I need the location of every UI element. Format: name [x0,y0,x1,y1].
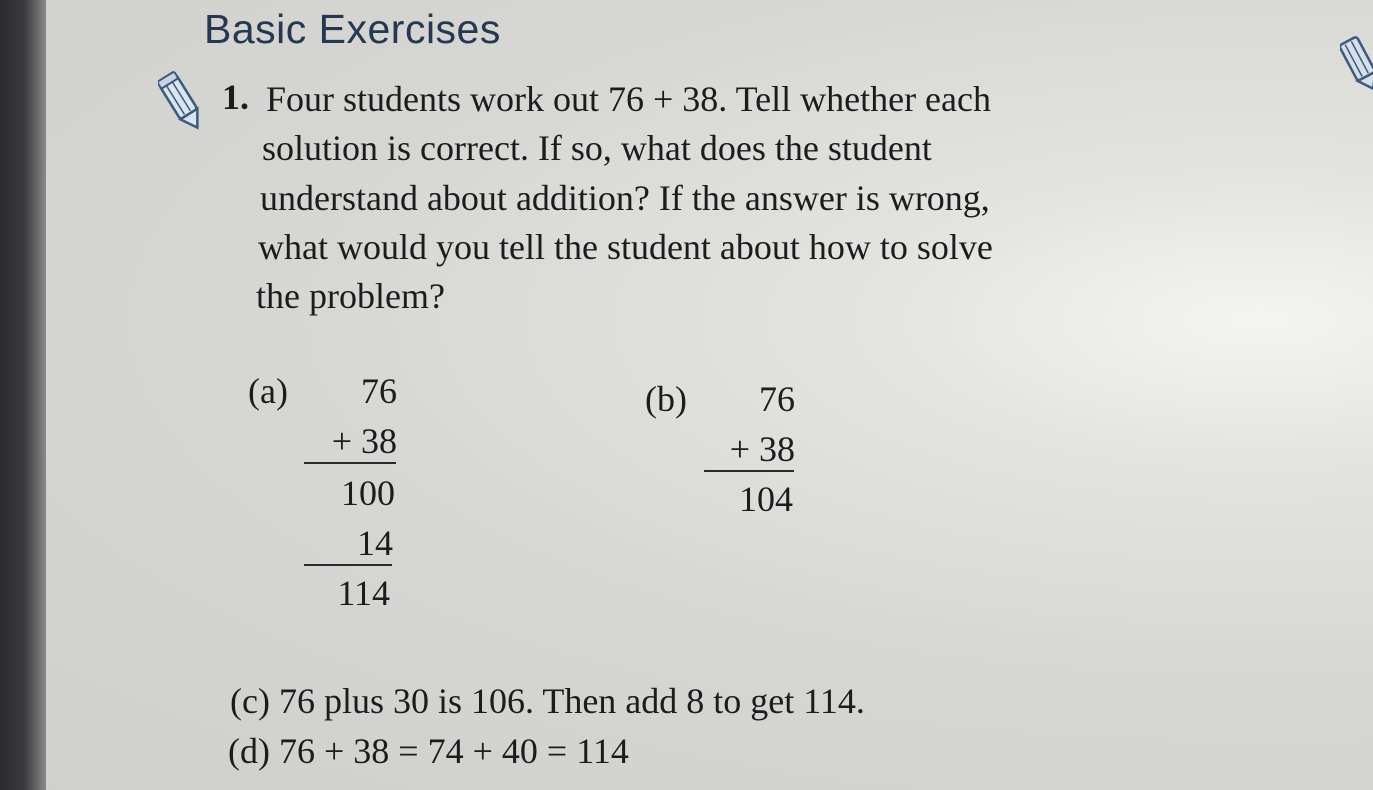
question-number: 1. [222,77,249,117]
part-c-text: (c) 76 plus 30 is 106. Then add 8 to get 114. [230,681,865,721]
binding-shadow [0,0,46,790]
part-b-label: (b) [645,379,687,419]
part-a-partial1: 100 [341,473,395,513]
part-a-result: 114 [337,573,390,613]
part-a-sum-line [304,462,396,464]
question-line: the problem? [256,276,445,316]
pencil-icon [158,70,206,141]
question-line: understand about addition? If the answer is wrong, [260,178,990,218]
part-d-text: (d) 76 + 38 = 74 + 40 = 114 [228,731,629,771]
pencil-icon [1340,34,1373,101]
part-b-sum-line [704,470,794,472]
part-a-total-line [304,564,392,566]
part-b-result: 104 [739,479,793,519]
part-a-addend2: + 38 [331,421,397,461]
question-line: Four students work out 76 + 38. Tell whether each [266,79,991,119]
part-a-label: (a) [248,371,288,411]
part-a-partial2: 14 [357,523,393,563]
question-line: solution is correct. If so, what does the student [262,128,932,168]
section-heading: Basic Exercises [204,6,501,52]
part-b-addend1: 76 [759,379,795,419]
question-line: what would you tell the student about how to solve [258,227,993,267]
part-a-addend1: 76 [361,371,397,411]
part-b-addend2: + 38 [729,429,795,469]
